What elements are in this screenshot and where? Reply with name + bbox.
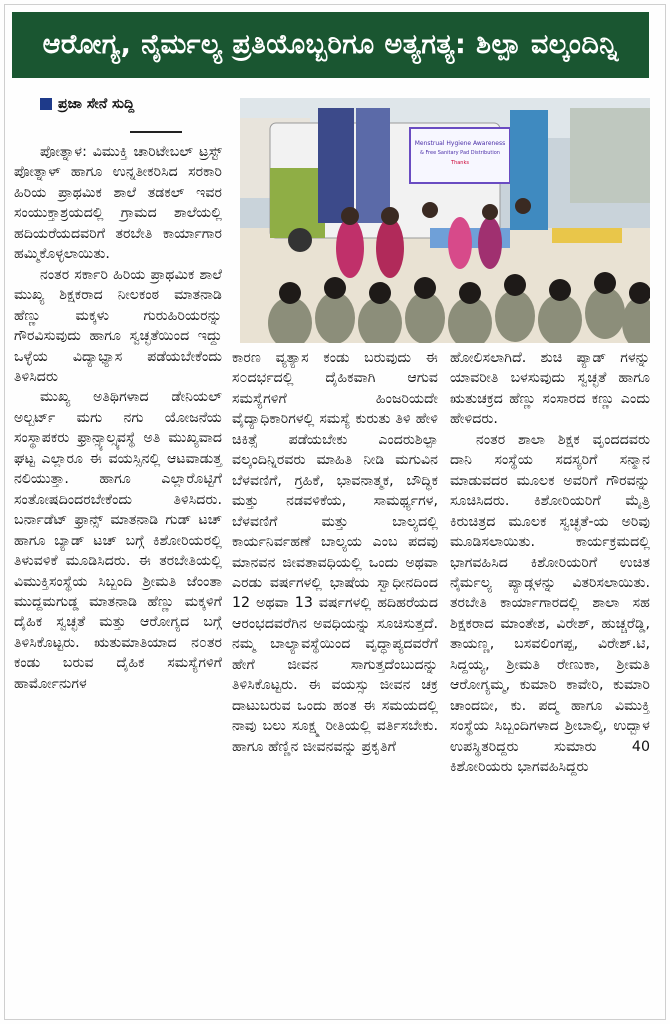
article-column-2: [232, 348, 438, 757]
paragraph: ಪೋತ್ನಾಳ: ವಿಮುಕ್ತಿ ಚಾರಿಟೇಬಲ್ ಟ್ರಸ್ಟ್ ಪೋತ್ನಾಳ್ ಹಾಗೂ ಉನ್ನತೀಕರಿಸಿದ ಸರಕಾರಿ ಹಿರಿಯ ಪ್ರಾಥಮಿಕ ಶಾಲೆ ತಡಕಲ್ ಇವರ ಸಂಯುಕ್ತಾಶ್ರಯದಲ್ಲಿ ಗ್ರಾಮದ ಶಾಲೆಯಲ್ಲಿ ಹದಿಯರೆಯದವರಿಗೆ ತರಬೇತಿ ಕಾರ್ಯಾಗಾರ ಹಮ್ಮಿಕೊಳ್ಳಲಾಯಿತು.: [14, 144, 222, 263]
photo-illustration: [240, 98, 650, 343]
paragraph: ಕಾರಣ ವ್ಯತ್ಯಾಸ ಕಂಡು ಬರುವುದು ಈ ಸ೦ದರ್ಭದಲ್ಲಿ ದೈಹಿಕವಾಗಿ ಆಗುವ ಸಮಸ್ಯೆಗಳಿಗೆ ಹಿಂಜರಿಯದೇ ವೈದ್ಯಾಧಿಕಾರಿಗಳಲ್ಲಿ ಸಮಸ್ಯೆ ಕುರುತು ತಿಳಿ ಹೇಳಿ ಚಿಕಿತ್ಸೆ ಪಡೆಯಬೇಕು ಎಂದರುಶಿಲ್ಪಾ ವಲ್ಕಂದಿನ್ನಿರವರು ಮಾಹಿತಿ ನೀಡಿ ಮಗುವಿನ ಬೆಳವಣಿಗೆ, ಗ್ರಹಿಕೆ, ಭಾವನಾತ್ಮಕ, ಬೌದ್ಧಿಕ ಮತ್ತು ನಡವಳಿಕೆಯ, ಸಾಮರ್ಥ್ಯಗಳ, ಬೆಳವಣಿಗೆ ಮತ್ತು ಬಾಲ್ಯದಲ್ಲಿ ಕಾರ್ಯನಿರ್ವಹಣೆ ಬಾಲ್ಯಯ ಎಂಬ ಪದವು ಮಾನವನ ಜೀವತಾವಧಿಯಲ್ಲಿ ಒಂದು ಅಥವಾ ಎರಡು ವರ್ಷಗಳಲ್ಲಿ ಭಾಷೆಯ ಸ್ವಾಧೀನದಿಂದ 12 ಅಥವಾ 13 ವರ್ಷಗಳಲ್ಲಿ ಹದಿಹರೆಯದ ಆರಂಭದವರೆಗಿನ ಅವಧಿಯನ್ನು ಸೂಚಿಸುತ್ತದೆ. ನಮ್ಮ ಬಾಲ್ಯಾವಸ್ಥೆಯಿಂದ ವೃದ್ಧಾಪ್ಯದವರೆಗೆ ಹೇಗೆ ಜೀವನ ಸಾಗುತ್ತದೆಂಬುದನ್ನು ತಿಳಿಸಿಕೊಟ್ಟರು. ಈ ವಯಸ್ಸು ಜೀವನ ಚಕ್ರ ದಾಟುಬರುವ ಒಂದು ಹಂತ ಈ ಸಮಯದಲ್ಲಿ ನಾವು ಬಲು ಸೂಕ್ಷ್ಮ ರೀತಿಯಲ್ಲಿ ವರ್ತಿಸಬೇಕು. ಹಾಗೂ ಹೆಣ್ಣಿನ ಜೀವನವನ್ನು ಪ್ರಕೃತಿಗೆ: [232, 350, 438, 755]
banner-line3: Thanks: [451, 160, 469, 166]
byline: [40, 96, 134, 112]
headline: ಆರೋಗ್ಯ, ನೈರ್ಮಲ್ಯ ಪ್ರತಿಯೊಬ್ಬರಿಗೂ ಅತ್ಯಗತ್ಯ: ಶಿಲ್ಪಾ ವಲ್ಕಂದಿನ್ನಿ: [12, 12, 649, 78]
paragraph: ಮುಖ್ಯ ಅತಿಥಿಗಳಾದ ಡೇನಿಯಲ್ ಅಲ್ಬರ್ಟ್ ಮಗು ನಗು ಯೋಜನೆಯ ಸಂಸ್ಥಾಪಕರು ಫ್ರಾನ್ಸ್ಯಾಲ್ಸ್ಯವಸ್ಥೆ ಅತಿ ಮುಖ್ಯವಾದ ಘಟ್ಟ ಎಲ್ಲಾರೂ ಈ ವಯಸ್ಸಿನಲ್ಲಿ ಆಟವಾಡುತ್ತ ನಲಿಯುತ್ತಾ. ಹಾಗೂ ಎಲ್ಲಾರೊಟ್ಟಿಗೆ ಸಂತೋಷದಿಂದರಬೇಕೆಂದು ತಿಳಿಸಿದರು. ಬರ್ನಾಡೆಟ್ ಫ್ರಾನ್ಸ್ ಮಾತನಾಡಿ ಗುಡ್ ಟಚ್ ಹಾಗೂ ಬ್ಯಾಡ್ ಟಚ್ ಬಗ್ಗೆ ಕಿಶೋರಿಯರಲ್ಲಿ ತಿಳುವಳಿಕೆ ಮೂಡಿಸಿದರು. ಈ ತರಬೇತಿಯಲ್ಲಿ ವಿಮುಕ್ತಿಸಂಸ್ಥೆಯ ಸಿಬ್ಬಂದಿ ಶ್ರೀಮತಿ ಜೆಂಂತಾ ಮುದ್ದಮಗುಡ್ಡ ಮಾತನಾಡಿ ಹೆಣ್ಣು ಮಕ್ಕಳಿಗೆ ದೈಹಿಕ ಸ್ವಚ್ಛತೆ ಮತ್ತು ಆರೋಗ್ಯದ ಬಗ್ಗೆ ತಿಳಿಸಿಕೊಟ್ಟರು. ಋತುಮಾತಿಯಾದ ನ೦ತರ ಕಂಡು ಬರುವ ದೈಹಿಕ ಸಮಸ್ಯೆಗಳಿಗೆ ಹಾರ್ಮೋನುಗಳ: [14, 389, 222, 692]
news-photo: [240, 98, 650, 343]
paragraph: ನಂತರ ಶಾಲಾ ಶಿಕ್ಷಕ ವೃಂದದವರು ದಾನಿ ಸಂಸ್ಥೆಯ ಸದಸ್ಯರಿಗೆ ಸನ್ಮಾನ ಮಾಡುವದರ ಮೂಲಕ ಅವರಿಗೆ ಗೌರವನ್ನು ಸೂಚಿಸಿದರು. ಕಿಶೋರಿಯರಿಗೆ ಮೈತ್ರಿ ಕಿರುಚಿತ್ರದ ಮೂಲಕ ಸ್ವಚ್ಛತೆ-ಯ ಅರಿವು ಮೂಡಿಸಲಾಯಿತು. ಕಾರ್ಯಕ್ರಮದಲ್ಲಿ ಭಾಗವಹಿಸಿದ ಕಿಶೋರಿಯರಿಗೆ ಉಚಿತ ನೈರ್ಮಲ್ಯ ಪ್ಯಾಡ್ಗಳನ್ನು ವಿತರಿಸಲಾಯಿತು. ತರಬೇತಿ ಕಾರ್ಯಾಗಾರದಲ್ಲಿ ಶಾಲಾ ಸಹ ಶಿಕ್ಷಕರಾದ ಮಾಂತೇಶ, ವಿರೇಶ್, ಹುಚ್ಚರೆಡ್ಡಿ, ತಾಯಣ್ಣ, ಬಸವಲಿಂಗಪ್ಪ, ವಿರೇಶ್.ಟಿ, ಸಿದ್ದಯ್ಯ, ಶ್ರೀಮತಿ ರೇಣುಕಾ, ಶ್ರೀಮತಿ ಆರೋಗ್ಯಮ್ಮ, ಕುಮಾರಿ ಕಾವೇರಿ, ಕುಮಾರಿ ಚಾಂದಬೀ, ಕು. ಪದ್ಮ ಹಾಗೂ ವಿಮುಕ್ತಿ ಸಂಸ್ಥೆಯ ಸಿಬ್ಬಂದಿಗಳಾದ ಶ್ರೀಬಾಲ್ಕಿ, ಉದ್ಬಾಳ ಉಪಸ್ಥಿತರಿದ್ದರು ಸುಮಾರು 40 ಕಿಶೋರಿಯರು ಭಾಗವಹಿಸಿದ್ದರು: [450, 431, 650, 776]
article-column-1: [14, 142, 222, 694]
article-column-3: [450, 348, 650, 778]
byline-rule: [130, 131, 182, 133]
paragraph: ನಂತರ ಸರ್ಕಾರಿ ಹಿರಿಯ ಪ್ರಾಥಮಿಕ ಶಾಲೆ ಮುಖ್ಯ ಶಿಕ್ಷಕರಾದ ನೀಲಕಂಠ ಮಾತನಾಡಿ ಹೆಣ್ಣು ಮಕ್ಕಳು ಗುರುಹಿರಿಯರನ್ನು ಗೌರವಿಸುವುದು ಹಾಗೂ ಸ್ವಚ್ಛತೆಯಿಂದ ಇದ್ದು ಒಳ್ಳೆಯ ವಿದ್ಯಾಭ್ಯಾಸ ಪಡೆಯಬೇಕೆಂದು ತಿಳಿಸಿದರು: [14, 266, 222, 385]
byline-text: ಪ್ರಜಾ ಸೇನೆ ಸುದ್ದಿ: [58, 96, 135, 112]
banner-line1: Menstrual Hygiene Awareness: [414, 140, 506, 147]
square-bullet-icon: [40, 98, 52, 110]
paragraph: ಹೋಲಿಸಲಾಗಿದೆ. ಶುಚಿ ಪ್ಯಾಡ್ ಗಳನ್ನು ಯಾವರೀತಿ ಬಳಸುವುದು ಸ್ವಚ್ಛತೆ ಹಾಗೂ ಋತುಚಕ್ರದ ಹೆಣ್ಣು ಸಂಸಾರದ ಕಣ್ಣು ಎಂದು ಹೇಳಿದರು.: [450, 350, 650, 428]
banner-line2: & Free Sanitary Pad Distribution: [420, 150, 500, 156]
